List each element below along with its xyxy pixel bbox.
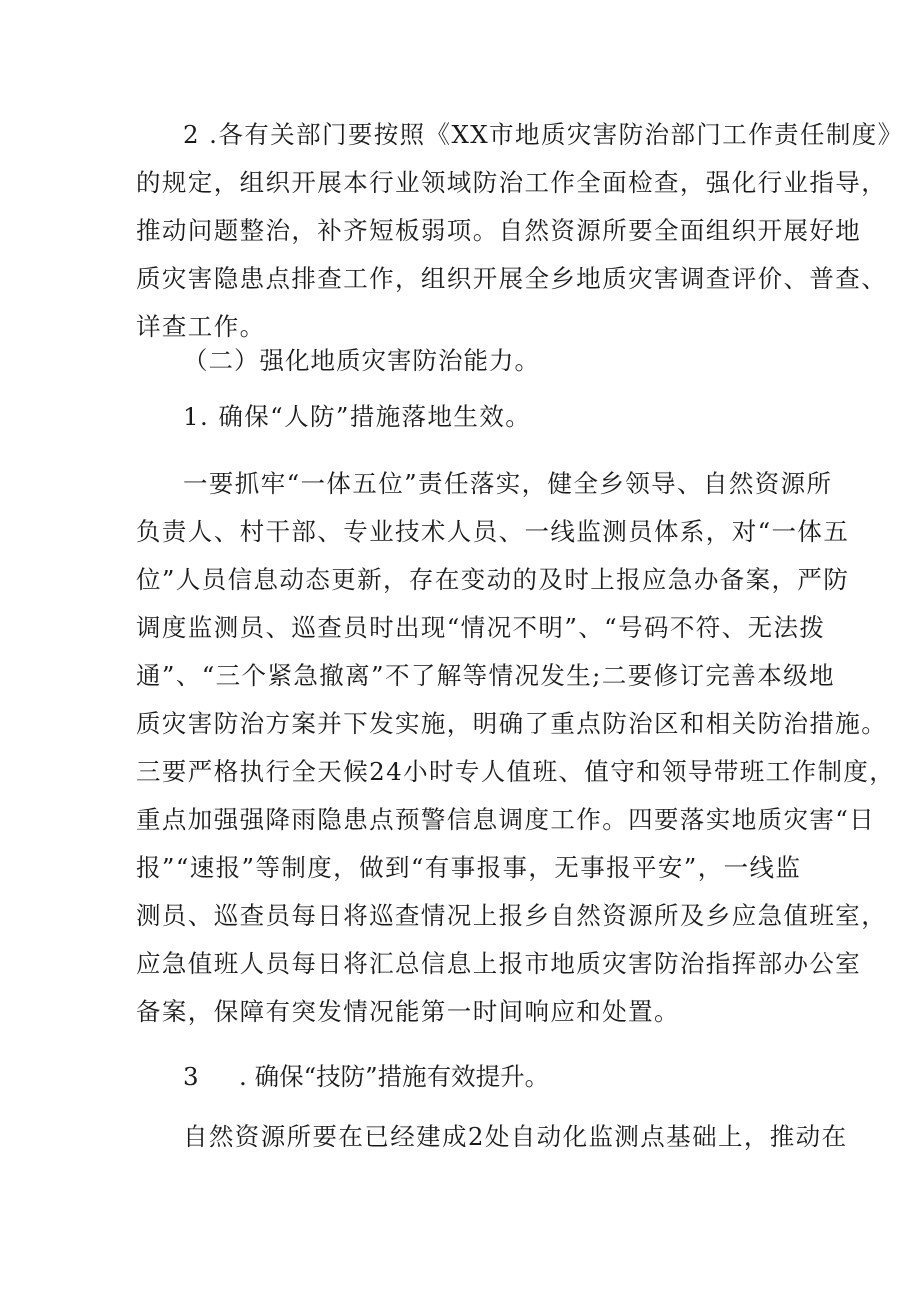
paragraph-renfang-line-3: 位”人员信息动态更新，存在变动的及时上报应急办备案，严防 [136, 565, 850, 594]
paragraph-2-line-3: 推动问题整治，补齐短板弱项。自然资源所要全面组织开展好地 [136, 216, 862, 245]
paragraph-renfang-line-2: 负责人、村干部、专业技术人员、一线监测员体系，对“一体五 [136, 517, 850, 546]
paragraph-2-line-5: 详查工作。 [136, 312, 266, 341]
sub-heading-3 [183, 1060, 549, 1094]
paragraph-renfang-line-5: 通”、“三个紧急撤离”不了解等情况发生;二要修订完善本级地 [136, 661, 835, 690]
paragraph-jifang-line-1: 自然资源所要在已经建成2处自动化监测点基础上，推动在 [183, 1122, 848, 1151]
paragraph-renfang-line-1: 一要抓牢“一体五位”责任落实，健全乡领导、自然资源所 [183, 469, 833, 498]
sub-heading-3-text: . 确保“技防”措施有效提升。 [239, 1062, 550, 1091]
paragraph-renfang-line-8: 重点加强强降雨隐患点预警信息调度工作。四要落实地质灾害“日 [136, 805, 876, 834]
paragraph-renfang-line-12: 备案，保障有突发情况能第一时间响应和处置。 [136, 997, 680, 1026]
paragraph-renfang-line-9: 报”“速报”等制度，做到“有事报事，无事报平安”，一线监 [136, 853, 802, 882]
sub-heading-1: 1. 确保“人防”措施落地生效。 [183, 402, 532, 431]
paragraph-renfang-line-10: 测员、巡查员每日将巡查情况上报乡自然资源所及乡应急值班室， [136, 901, 888, 930]
sub-heading-3-number: 3 [183, 1062, 199, 1091]
paragraph-2-line-1: 2 .各有关部门要按照《XX市地质灾害防治部门工作责任制度》 [183, 120, 904, 149]
paragraph-renfang-line-6: 质灾害防治方案并下发实施，明确了重点防治区和相关防治措施。 [136, 709, 888, 738]
paragraph-renfang-line-7: 三要严格执行全天候24小时专人值班、值守和领导带班工作制度， [136, 757, 896, 786]
paragraph-renfang-line-4: 调度监测员、巡查员时出现“情况不明”、“号码不符、无法拨 [136, 613, 826, 642]
paragraph-renfang-line-11: 应急值班人员每日将汇总信息上报市地质灾害防治指挥部办公室 [136, 949, 862, 978]
paragraph-2-line-4: 质灾害隐患点排查工作，组织开展全乡地质灾害调查评价、普查、 [136, 264, 888, 293]
section-heading: （二）强化地质灾害防治能力。 [183, 346, 540, 375]
paragraph-2-line-2: 的规定，组织开展本行业领域防治工作全面检查，强化行业指导， [136, 168, 888, 197]
